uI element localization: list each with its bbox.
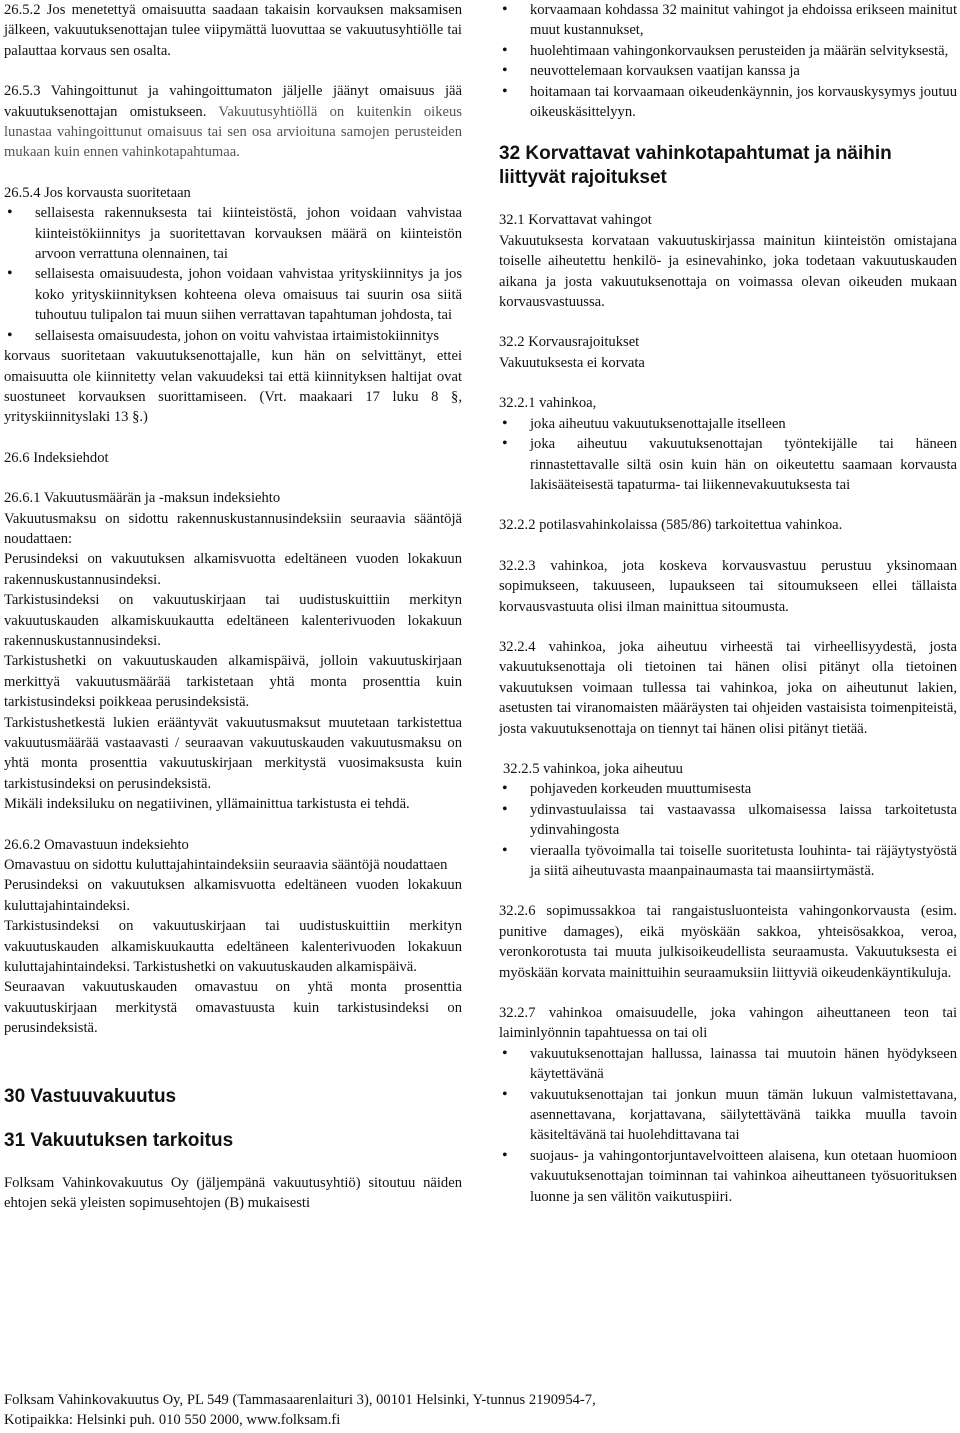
list-item: • vieraalla työvoimalla tai toiselle suoritetusta louhinta- tai räjäytystyöstä ja siitä aiheutuvasta maanpainaumasta tai maansiirtymästä. (499, 841, 957, 882)
section-31-list (499, 0, 957, 122)
list-item: • sellaisesta omaisuudesta, johon on voitu vahvistaa irtaimistokiinnitys (4, 326, 462, 346)
paragraph: Perusindeksi on vakuutuksen alkamisvuotta edeltäneen vuoden lokakuun rakennuskustannusindeksi. (4, 551, 462, 588)
section-32-2-title: 32.2 Korvausrajoitukset (499, 334, 640, 351)
paragraph: Mikäli indeksiluku on negatiivinen, yllämainittua tarkistusta ei tehdä. (4, 796, 410, 813)
section-32-1-paragraph: Vakuutuksesta korvataan vakuutuskirjassa mainitun kiinteistön omistajana toiselle aiheutettu henkilö- ja esinevahinko, joka todetaan vakuutuskauden aikana ja josta vakuutuksenottaja on voimassa olevan oikeuden mukaan korvausvastuussa. (499, 232, 957, 311)
section-32-2-6: 32.2.6 sopimussakkoa tai rangaistusluonteista vahingonkorvausta (esim. punitive damages), eikä myöskään sakkoa, yhteisösakkoa, veroa, veronkorotusta tai muuta julkisoikeudellista seuraamusta. Vakuutuksesta ei myöskään korvata mainittuihin seuraamuksiin liittyviä oikeudenkäyntikuluja. (499, 903, 957, 981)
section-26-6-2-title: 26.6.2 Omavastuun indeksiehto (4, 836, 189, 853)
section-32-2-7-intro: 32.2.7 vahinkoa omaisuudelle, joka vahingon aiheuttaneen teon tai laiminlyönnin tapahtuessa on tai oli (499, 1005, 957, 1042)
list-item: • neuvottelemaan korvauksen vaatijan kanssa ja (499, 61, 957, 81)
section-26-5-3 (4, 81, 462, 163)
paragraph: Tarkistusindeksi on vakuutuskirjaan tai uudistuskuittiin merkityn vakuutuskauden alkamiskuukautta edeltäneen kalenterivuoden lokakuun rakennuskustannusindeksi. (4, 592, 462, 649)
list-item: • vakuutuksenottajan tai jonkun muun tämän lukuun valmistettavana, asennettavana, korjattavana, säilytettävänä taikka muulla tavoin käsiteltävänä tai huolehdittavana tai (499, 1085, 957, 1146)
heading-30: 30 Vastuuvakuutus (4, 1085, 177, 1107)
list-item: • joka aiheutuu vakuutuksenottajalle itselleen (499, 414, 957, 434)
list-item: • sellaisesta omaisuudesta, johon voidaan vahvistaa yrityskiinnitys ja jos koko yrityskiinnityksen kohteena oleva omaisuus tai suurin osa siitä tuhoutuu tulipalon tai muun siihen verrattavan tapahtuman johdosta, tai (4, 264, 462, 325)
footer-line-1: Folksam Vahinkovakuutus Oy, PL 549 (Tammasaarenlaituri 3), 00101 Helsinki, Y-tunnus 2190954-7, (4, 1392, 596, 1408)
right-column (499, 0, 957, 1207)
section-26-5-4-outro: korvaus suoritetaan vakuutuksenottajalle, kun hän on selvittänyt, ettei omaisuutta ole kiinnitetty velan vakuudeksi tai että kiinnityksen haltijat ovat suostuneet korvauksen suorittamiseen. (Vrt. maakaari 17 luku 8 §, yrityskiinnityslaki 13 §.) (4, 348, 462, 426)
section-26-5-3-part2: Vakuutusyhtiöllä on kuitenkin oikeus lunastaa vahingoittunut omaisuus tai sen osa arvioituna samojen perusteiden mukaan kuin ennen vahinkotapahtumaa. (4, 103, 462, 161)
section-26-5-4-intro: 26.5.4 Jos korvausta suoritetaan (4, 184, 191, 201)
page-footer (4, 1390, 954, 1430)
section-32-2-7-list (499, 1044, 957, 1207)
section-32-2-5-list (499, 779, 957, 881)
section-32-2-1-list (499, 414, 957, 496)
section-32-2-paragraph: Vakuutuksesta ei korvata (499, 354, 645, 371)
list-item: • korvaamaan kohdassa 32 mainitut vahingot ja ehdoissa erikseen mainitut muut kustannukset, (499, 0, 957, 41)
left-column (4, 0, 462, 1214)
section-26-6-title: 26.6 Indeksiehdot (4, 449, 109, 466)
section-32-2-1-title: 32.2.1 vahinkoa, (499, 395, 597, 412)
heading-31: 31 Vakuutuksen tarkoitus (4, 1129, 234, 1151)
section-32-1-title: 32.1 Korvattavat vahingot (499, 212, 652, 229)
paragraph: Omavastuu on sidottu kuluttajahintaindeksiin seuraavia sääntöjä noudattaen (4, 857, 448, 874)
list-item: • suojaus- ja vahingontorjuntavelvoitteen alaisena, kun otetaan huomioon vakuutuksenottajan toiminnan tai vahinkoa aiheuttaneen työsuorituksen luonne ja sen välitön vaikutuspiiri. (499, 1146, 957, 1207)
section-26-5-4-list (4, 203, 462, 346)
paragraph: Tarkistusindeksi on vakuutuskirjaan tai uudistuskuittiin merkityn vakuutuskauden alkamiskuukautta edeltäneen kalenterivuoden lokakuun kuluttajahintaindeksi. Tarkistushetki on vakuutuskauden alkamispäivä. (4, 918, 462, 976)
list-item: • hoitamaan tai korvaamaan oikeudenkäynnin, jos korvauskysymys joutuu oikeuskäsittelyyn. (499, 82, 957, 123)
heading-32: 32 Korvattavat vahinkotapahtumat ja näihin liittyvät rajoitukset (499, 143, 892, 189)
section-32-2-3: 32.2.3 vahinkoa, jota koskeva korvausvastuu perustuu yksinomaan sopimukseen, takuuseen, lupaukseen tai sitoumukseen ellei tällaista korvausvastuuta olisi ilman mainittua sitoumusta. (499, 557, 957, 615)
footer-line-2: Kotipaikka: Helsinki puh. 010 550 2000, www.folksam.fi (4, 1412, 341, 1428)
section-31-paragraph: Folksam Vahinkovakuutus Oy (jäljempänä vakuutusyhtiö) sitoutuu näiden ehtojen sekä yleisten sopimusehtojen (B) mukaisesti (4, 1174, 462, 1212)
list-item: • huolehtimaan vahingonkorvauksen perusteiden ja määrän selvityksestä, (499, 41, 957, 61)
paragraph: Tarkistushetkestä lukien erääntyvät vakuutusmaksut muutetaan tarkistettua vakuutusmäärää vastaavasti / seuraavan vakuutuskauden vakuutusmaksu on yhtä monta prosenttia vakuutuskirjaan merkitystä vuosimaksusta kuin tarkistusindeksi on perusindeksistä. (4, 714, 462, 792)
list-item: • joka aiheutuu vakuutuksenottajan työntekijälle tai häneen rinnastettavalle siltä osin kuin hän on oikeutettu saamaan korvausta lakisääteisestä tapaturma- tai liikennevakuutuksesta tai (499, 434, 957, 495)
paragraph: Perusindeksi on vakuutuksen alkamisvuotta edeltäneen vuoden lokakuun kuluttajahintaindeksi. (4, 877, 462, 914)
paragraph: Seuraavan vakuutuskauden omavastuu on yhtä monta prosenttia vakuutuskirjaan merkitystä omavastuusta kuin tarkistusindeksi on perusindeksistä. (4, 979, 462, 1037)
section-32-2-4: 32.2.4 vahinkoa, joka aiheutuu virheestä tai virheellisyydestä, josta vakuutuksenottaja oli tietoinen tai hänen olisi pitänyt olla tietoinen vakuutuksen voimaan tullessa tai vahinkoa, joka on aiheutunut lakien, asetusten tai viranomaisten määräysten tai ohjeiden vastaisista toimenpiteistä, josta vakuutuksenottaja on tiennyt tai hänen olisi pitänyt tietää. (499, 638, 957, 737)
section-32-2-2: 32.2.2 potilasvahinkolaissa (585/86) tarkoitettua vahinkoa. (499, 517, 843, 534)
paragraph: Tarkistushetki on vakuutuskauden alkamispäivä, jolloin vakuutuskirjaan merkittyä vakuutusmäärää tarkistetaan yhtä monta prosenttia kuin tarkistusindeksi poikkeaa perusindeksistä. (4, 653, 462, 711)
list-item: • vakuutuksenottajan hallussa, lainassa tai muutoin hänen hyödykseen käytettävänä (499, 1044, 957, 1085)
section-26-6-1-title: 26.6.1 Vakuutusmäärän ja -maksun indeksiehto (4, 490, 281, 507)
section-32-2-5-title: 32.2.5 vahinkoa, joka aiheutuu (503, 760, 683, 777)
list-item: • sellaisesta rakennuksesta tai kiinteistöstä, johon voidaan vahvistaa kiinteistökiinnitys ja suoritettavan korvauksen määrä on kiinteistön arvoon verrattuna olennainen, tai (4, 203, 462, 264)
section-26-5-2: 26.5.2 Jos menetettyä omaisuutta saadaan takaisin korvauksen maksamisen jälkeen, vakuutuksenottajan tulee viipymättä luovuttaa se vakuutusyhtiölle tai palauttaa korvaus sen osalta. (4, 2, 462, 59)
list-item: • pohjaveden korkeuden muuttumisesta (499, 779, 957, 799)
paragraph: Vakuutusmaksu on sidottu rakennuskustannusindeksiin seuraavia sääntöjä noudattaen: (4, 510, 462, 547)
list-item: • ydinvastuulaissa tai vastaavassa ulkomaisessa laissa tarkoitetusta ydinvahingosta (499, 800, 957, 841)
section-26-5-3-part1: 26.5.3 Vahingoittunut ja vahingoittumaton jäljelle jäänyt omaisuus jää vakuutuksenottajan omistukseen. (4, 83, 462, 120)
